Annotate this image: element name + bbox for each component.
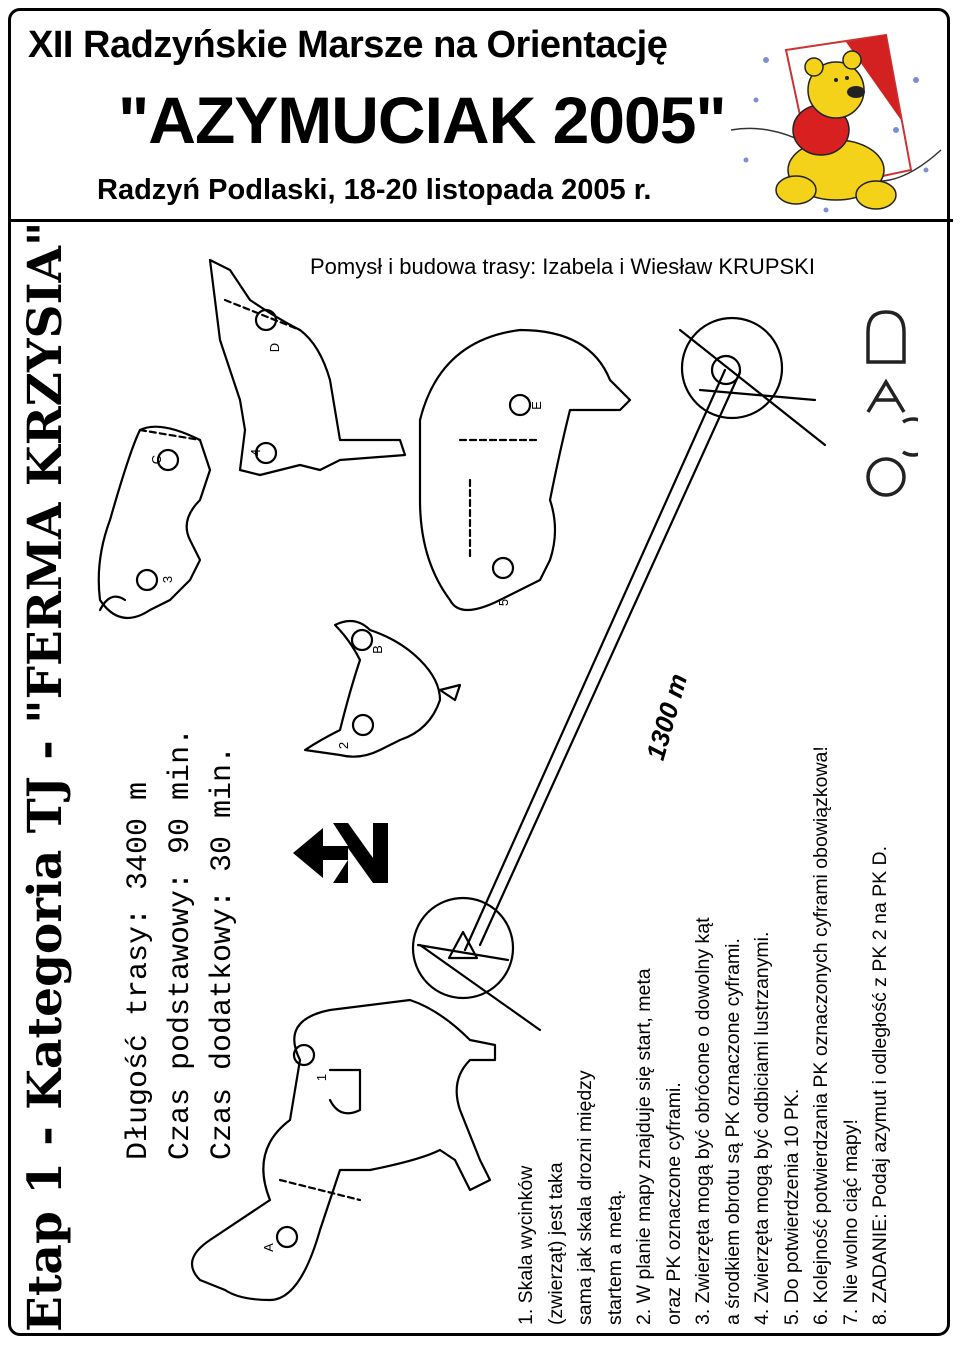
control-point-label: 3	[160, 575, 176, 584]
control-point-label: 5	[496, 598, 512, 607]
control-point-label: E	[528, 401, 544, 410]
ocad-logo-icon	[848, 302, 918, 502]
control-point-label: C	[149, 454, 165, 465]
stage-title: Etap 1 - Kategoria TJ - "FERMA KRZYSIA"	[18, 221, 73, 1332]
rule-line: oraz PK oznaczone cyframi.	[662, 1082, 685, 1325]
rule-line: (zwierząt) jest taka	[544, 1162, 567, 1325]
course-author: Pomysł i budowa trasy: Izabela i Wiesław KRUPSKI	[310, 254, 815, 279]
rule-line: 1. Skala wycinków	[515, 1165, 537, 1325]
rules-list	[512, 746, 896, 1325]
event-place-date: Radzyń Podlaski, 18-20 listopada 2005 r.	[97, 174, 652, 206]
rule-line: 7. Nie wolno ciąć mapy!	[839, 1119, 862, 1325]
rule-line: 8. ZADANIE: Podaj azymut i odległość z PK 2 na PK D.	[869, 845, 891, 1325]
event-title: XII Radzyńskie Marsze na Orientację	[28, 24, 668, 66]
distance-label: 1300 m	[640, 670, 694, 764]
control-point-label: D	[267, 342, 283, 353]
event-name: "AZYMUCIAK 2005"	[118, 83, 726, 157]
control-point-label: B	[369, 645, 385, 654]
control-point-label: 1	[314, 1073, 330, 1082]
rule-line: a środkiem obrotu są PK oznaczone cyframi.	[721, 938, 744, 1325]
extra-time: Czas dodatkowy: 30 min.	[206, 745, 240, 1160]
rule-line: 2. W planie mapy znajduje się start, meta	[633, 968, 655, 1325]
rule-line: 5. Do potwierdzenia 10 PK.	[780, 1088, 803, 1325]
rule-line: 4. Zwierzęta mogą być odbiciami lustrzanymi.	[751, 931, 773, 1325]
rule-line: 3. Zwierzęta mogą być obrócone o dowolny kąt	[692, 917, 714, 1325]
control-point-label: 2	[336, 741, 352, 750]
north-arrow-icon	[288, 818, 398, 888]
course-params	[118, 728, 244, 1160]
base-time: Czas podstawowy: 90 min.	[164, 727, 198, 1160]
rule-line: startem a metą.	[603, 1189, 626, 1325]
control-point-label: 4	[248, 448, 264, 457]
rule-line: 6. Kolejność potwierdzania PK oznaczonych cyframi obowiązkowa!	[810, 746, 832, 1325]
course-length: Długość trasy: 3400 m	[122, 781, 156, 1160]
control-point-label: A	[260, 1243, 276, 1252]
rule-line: sama jak skala drozni między	[574, 1070, 596, 1325]
